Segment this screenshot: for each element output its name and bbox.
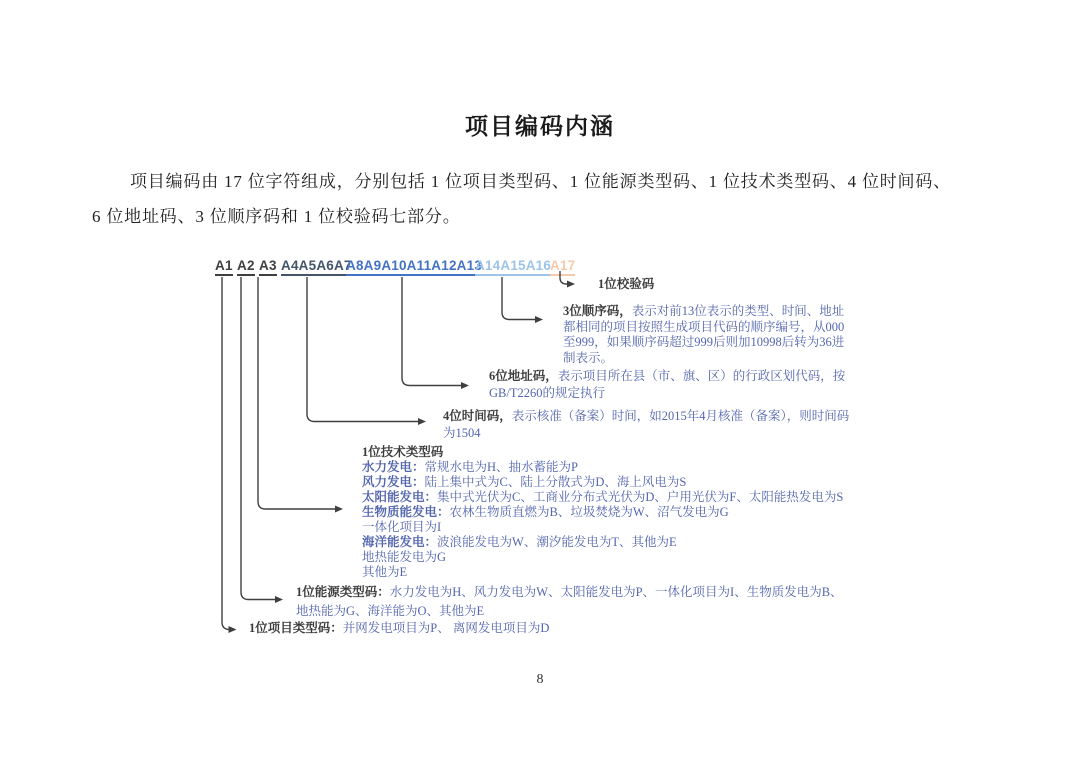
annotation-energy-type-label: 1位能源类型码：	[296, 585, 390, 599]
connector-energy-type	[241, 277, 275, 600]
arrowhead-project-type	[229, 626, 237, 633]
connector-project-type	[222, 277, 230, 630]
intro-line-2: 6 位地址码、3 位顺序码和 1 位校验码七部分。	[92, 207, 461, 226]
annotation-tech-type-header: 1位技术类型码	[362, 445, 444, 459]
tech-type-line: 海洋能发电：波浪能发电为W、潮汐能发电为T、其他为E	[362, 535, 677, 549]
annotation-tech-type	[362, 445, 843, 580]
annotation-address-code-label: 6位地址码，	[489, 369, 558, 383]
annotation-energy-type	[296, 583, 848, 621]
arrowhead-time-code	[418, 418, 426, 425]
connector-time-code	[307, 277, 418, 422]
annotation-project-type-label: 1位项目类型码：	[249, 621, 343, 635]
tech-type-line: 水力发电：常规水电为H、抽水蓄能为P	[362, 460, 578, 474]
code-segment-a3: A3	[259, 258, 277, 276]
annotation-address-code	[489, 368, 853, 402]
annotation-project-type-desc: 并网发电项目为P、 离网发电项目为D	[342, 621, 550, 635]
connector-tech-type	[258, 277, 335, 509]
annotation-sequence-code-label: 3位顺序码，	[563, 304, 632, 318]
tech-type-line: 一体化项目为I	[362, 520, 442, 534]
arrowhead-address-code	[461, 382, 469, 389]
arrowhead-sequence-code	[535, 316, 543, 323]
code-segment-a14-a16: A14A15A16	[475, 258, 551, 276]
arrowhead-energy-type	[275, 596, 283, 603]
page-number: 8	[536, 672, 544, 687]
page-title: 项目编码内涵	[465, 113, 615, 139]
tech-type-line: 风力发电：陆上集中式为C、陆上分散式为D、海上风电为S	[362, 475, 687, 489]
annotation-address-code-desc: 表示项目所在县（市、旗、区）的行政区划代码，按GB/T2260的规定执行	[489, 369, 846, 400]
tech-type-line: 地热能发电为G	[362, 550, 447, 564]
annotation-energy-type-desc: 水力发电为H、风力发电为W、太阳能发电为P、一体化项目为I、生物质发电为B、地热能为G、海洋能为O、其他为E	[296, 585, 843, 618]
annotation-time-code-label: 4位时间码，	[443, 409, 512, 423]
code-segment-a2: A2	[237, 258, 255, 276]
annotation-sequence-code-desc: 表示对前13位表示的类型、时间、地址都相同的项目按照生成项目代码的顺序编号，从000至999，如果顺序码超过999后则加10998后转为36进制表示。	[563, 304, 845, 365]
tech-type-line: 生物质能发电：农林生物质直燃为B、垃圾焚烧为W、沼气发电为G	[362, 505, 729, 519]
tech-type-line: 其他为E	[362, 565, 408, 579]
connector-sequence-code	[502, 277, 535, 320]
code-segment-a1: A1	[215, 258, 233, 276]
intro-line-1: 项目编码由 17 位字符组成，分别包括 1 位项目类型码、1 位能源类型码、1 位技术类型码、4 位时间码、	[130, 172, 951, 191]
annotation-project-type	[249, 621, 549, 637]
tech-type-line: 太阳能发电：集中式光伏为C、工商业分布式光伏为D、户用光伏为F、太阳能热发电为S	[362, 490, 844, 504]
connector-address-code	[402, 277, 461, 386]
arrowhead-check-code	[567, 281, 575, 288]
annotation-time-code-desc: 表示核准（备案）时间，如2015年4月核准（备案），则时间码为1504	[443, 409, 850, 440]
annotation-time-code	[443, 408, 855, 442]
arrowhead-tech-type	[335, 506, 343, 513]
annotation-check-code: 1位校验码	[598, 277, 655, 291]
code-segment-a17: A17	[550, 258, 575, 276]
annotation-sequence-code	[563, 304, 855, 366]
code-segment-a4-a7: A4A5A6A7	[281, 258, 352, 276]
code-segment-a8-a13: A8A9A10A11A12A13	[346, 258, 482, 276]
